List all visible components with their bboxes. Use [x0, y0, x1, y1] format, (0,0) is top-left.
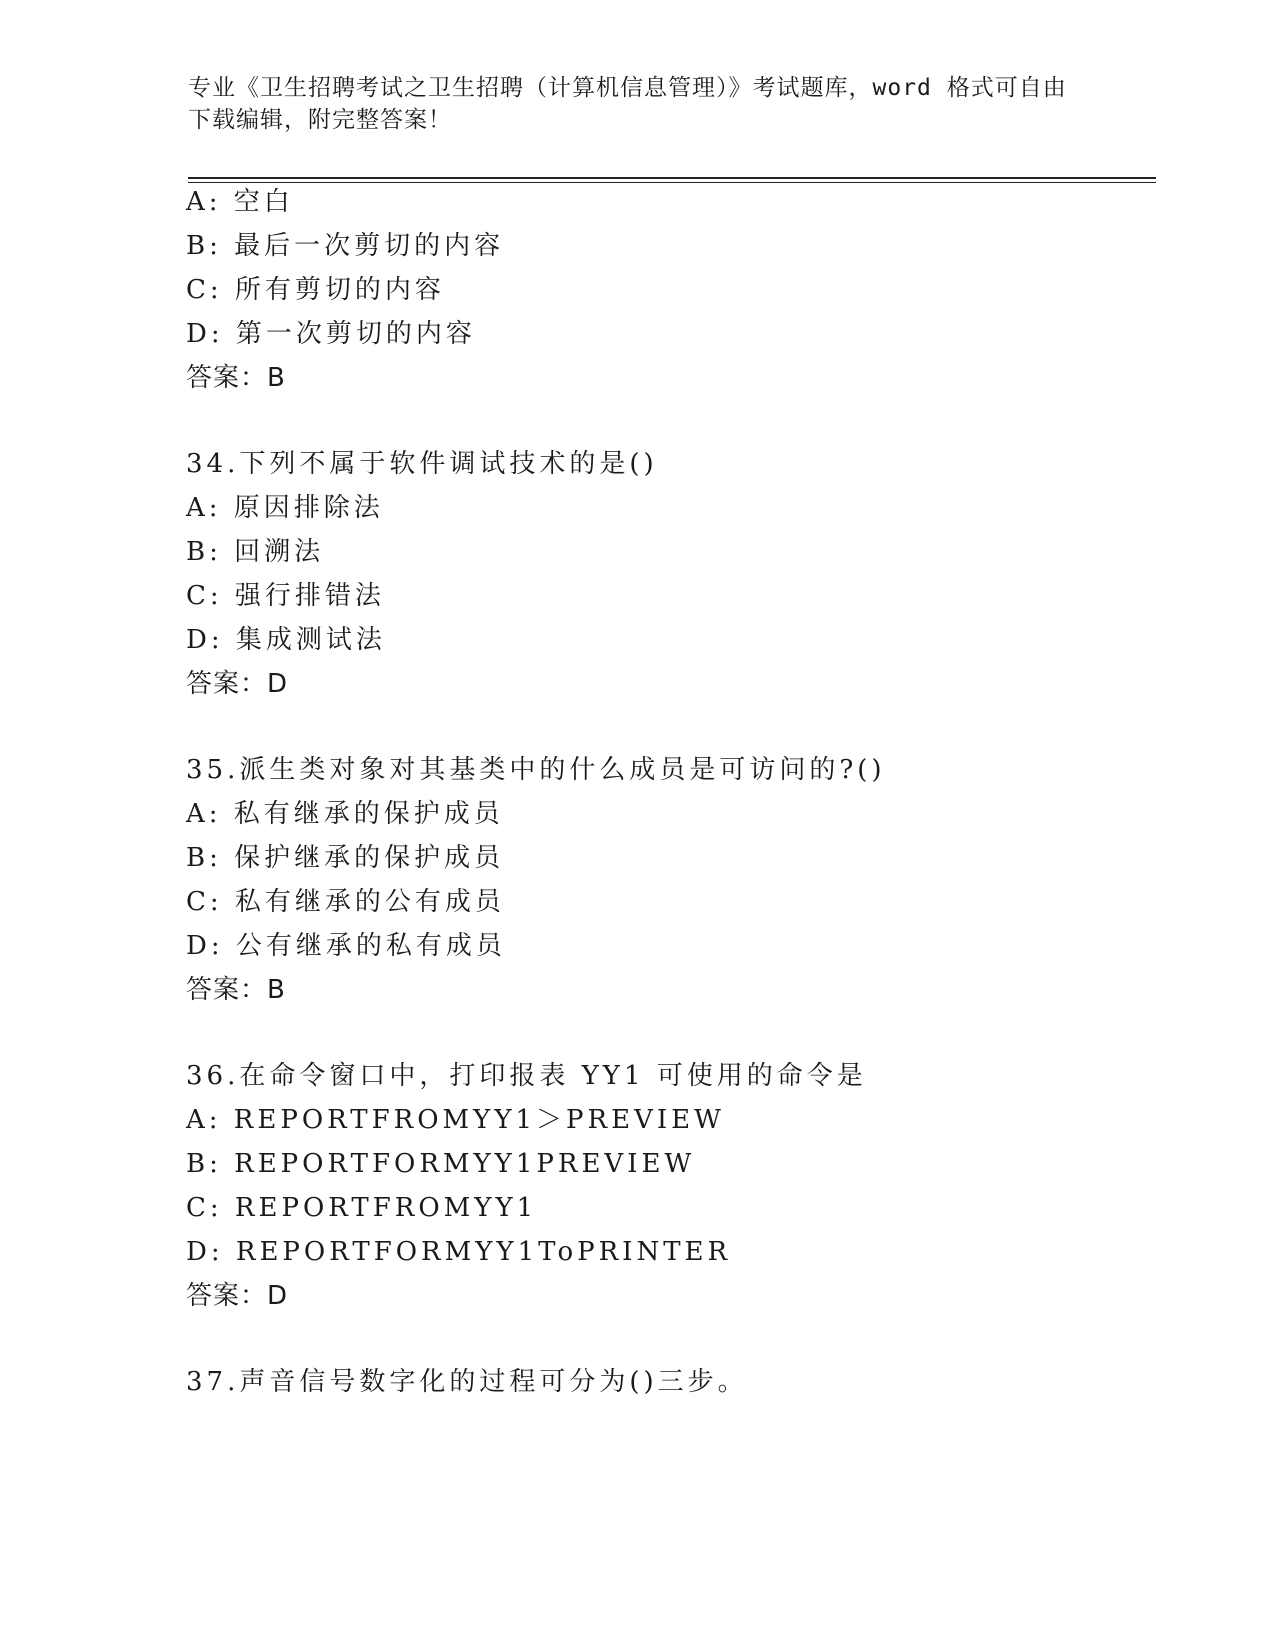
q33-option-a: A: 空白: [186, 187, 294, 217]
document-header: 专业《卫生招聘考试之卫生招聘（计算机信息管理）》考试题库，word 格式可自由下载编辑，附完整答案！: [188, 75, 1067, 133]
q36-question: 36.在命令窗口中，打印报表 YY1 可使用的命令是: [186, 1061, 867, 1091]
q35-answer: 答案：B: [186, 975, 286, 1005]
q35-question: 35.派生类对象对其基类中的什么成员是可访问的?(): [186, 755, 886, 785]
q34-option-a: A: 原因排除法: [186, 493, 384, 523]
q35-option-b: B: 保护继承的保护成员: [186, 843, 505, 873]
q35-option-c: C: 私有继承的公有成员: [186, 887, 505, 917]
q37-question: 37.声音信号数字化的过程可分为()三步。: [186, 1367, 748, 1397]
q33-option-b: B: 最后一次剪切的内容: [186, 231, 505, 261]
q33-answer: 答案：B: [186, 363, 286, 393]
q34-option-c: C: 强行排错法: [186, 581, 385, 611]
q35-option-d: D: 公有继承的私有成员: [186, 931, 506, 961]
q36-option-c: C: REPORTFROMYY1: [186, 1193, 538, 1223]
q34-question: 34.下列不属于软件调试技术的是(): [186, 449, 658, 479]
q36-option-a: A: REPORTFROMYY1＞PREVIEW: [186, 1105, 725, 1135]
q33-option-d: D: 第一次剪切的内容: [186, 319, 476, 349]
q34-option-b: B: 回溯法: [186, 537, 325, 567]
q34-answer: 答案：D: [186, 669, 289, 699]
q36-answer: 答案：D: [186, 1281, 289, 1311]
q36-option-d: D: REPORTFORMYY1ToPRINTER: [186, 1237, 732, 1267]
header-rule-thick: [188, 177, 1156, 179]
q33-option-c: C: 所有剪切的内容: [186, 275, 445, 305]
q35-option-a: A: 私有继承的保护成员: [186, 799, 504, 829]
header-rule-thin: [188, 182, 1156, 183]
q34-option-d: D: 集成测试法: [186, 625, 386, 655]
q36-option-b: B: REPORTFORMYY1PREVIEW: [186, 1149, 696, 1179]
